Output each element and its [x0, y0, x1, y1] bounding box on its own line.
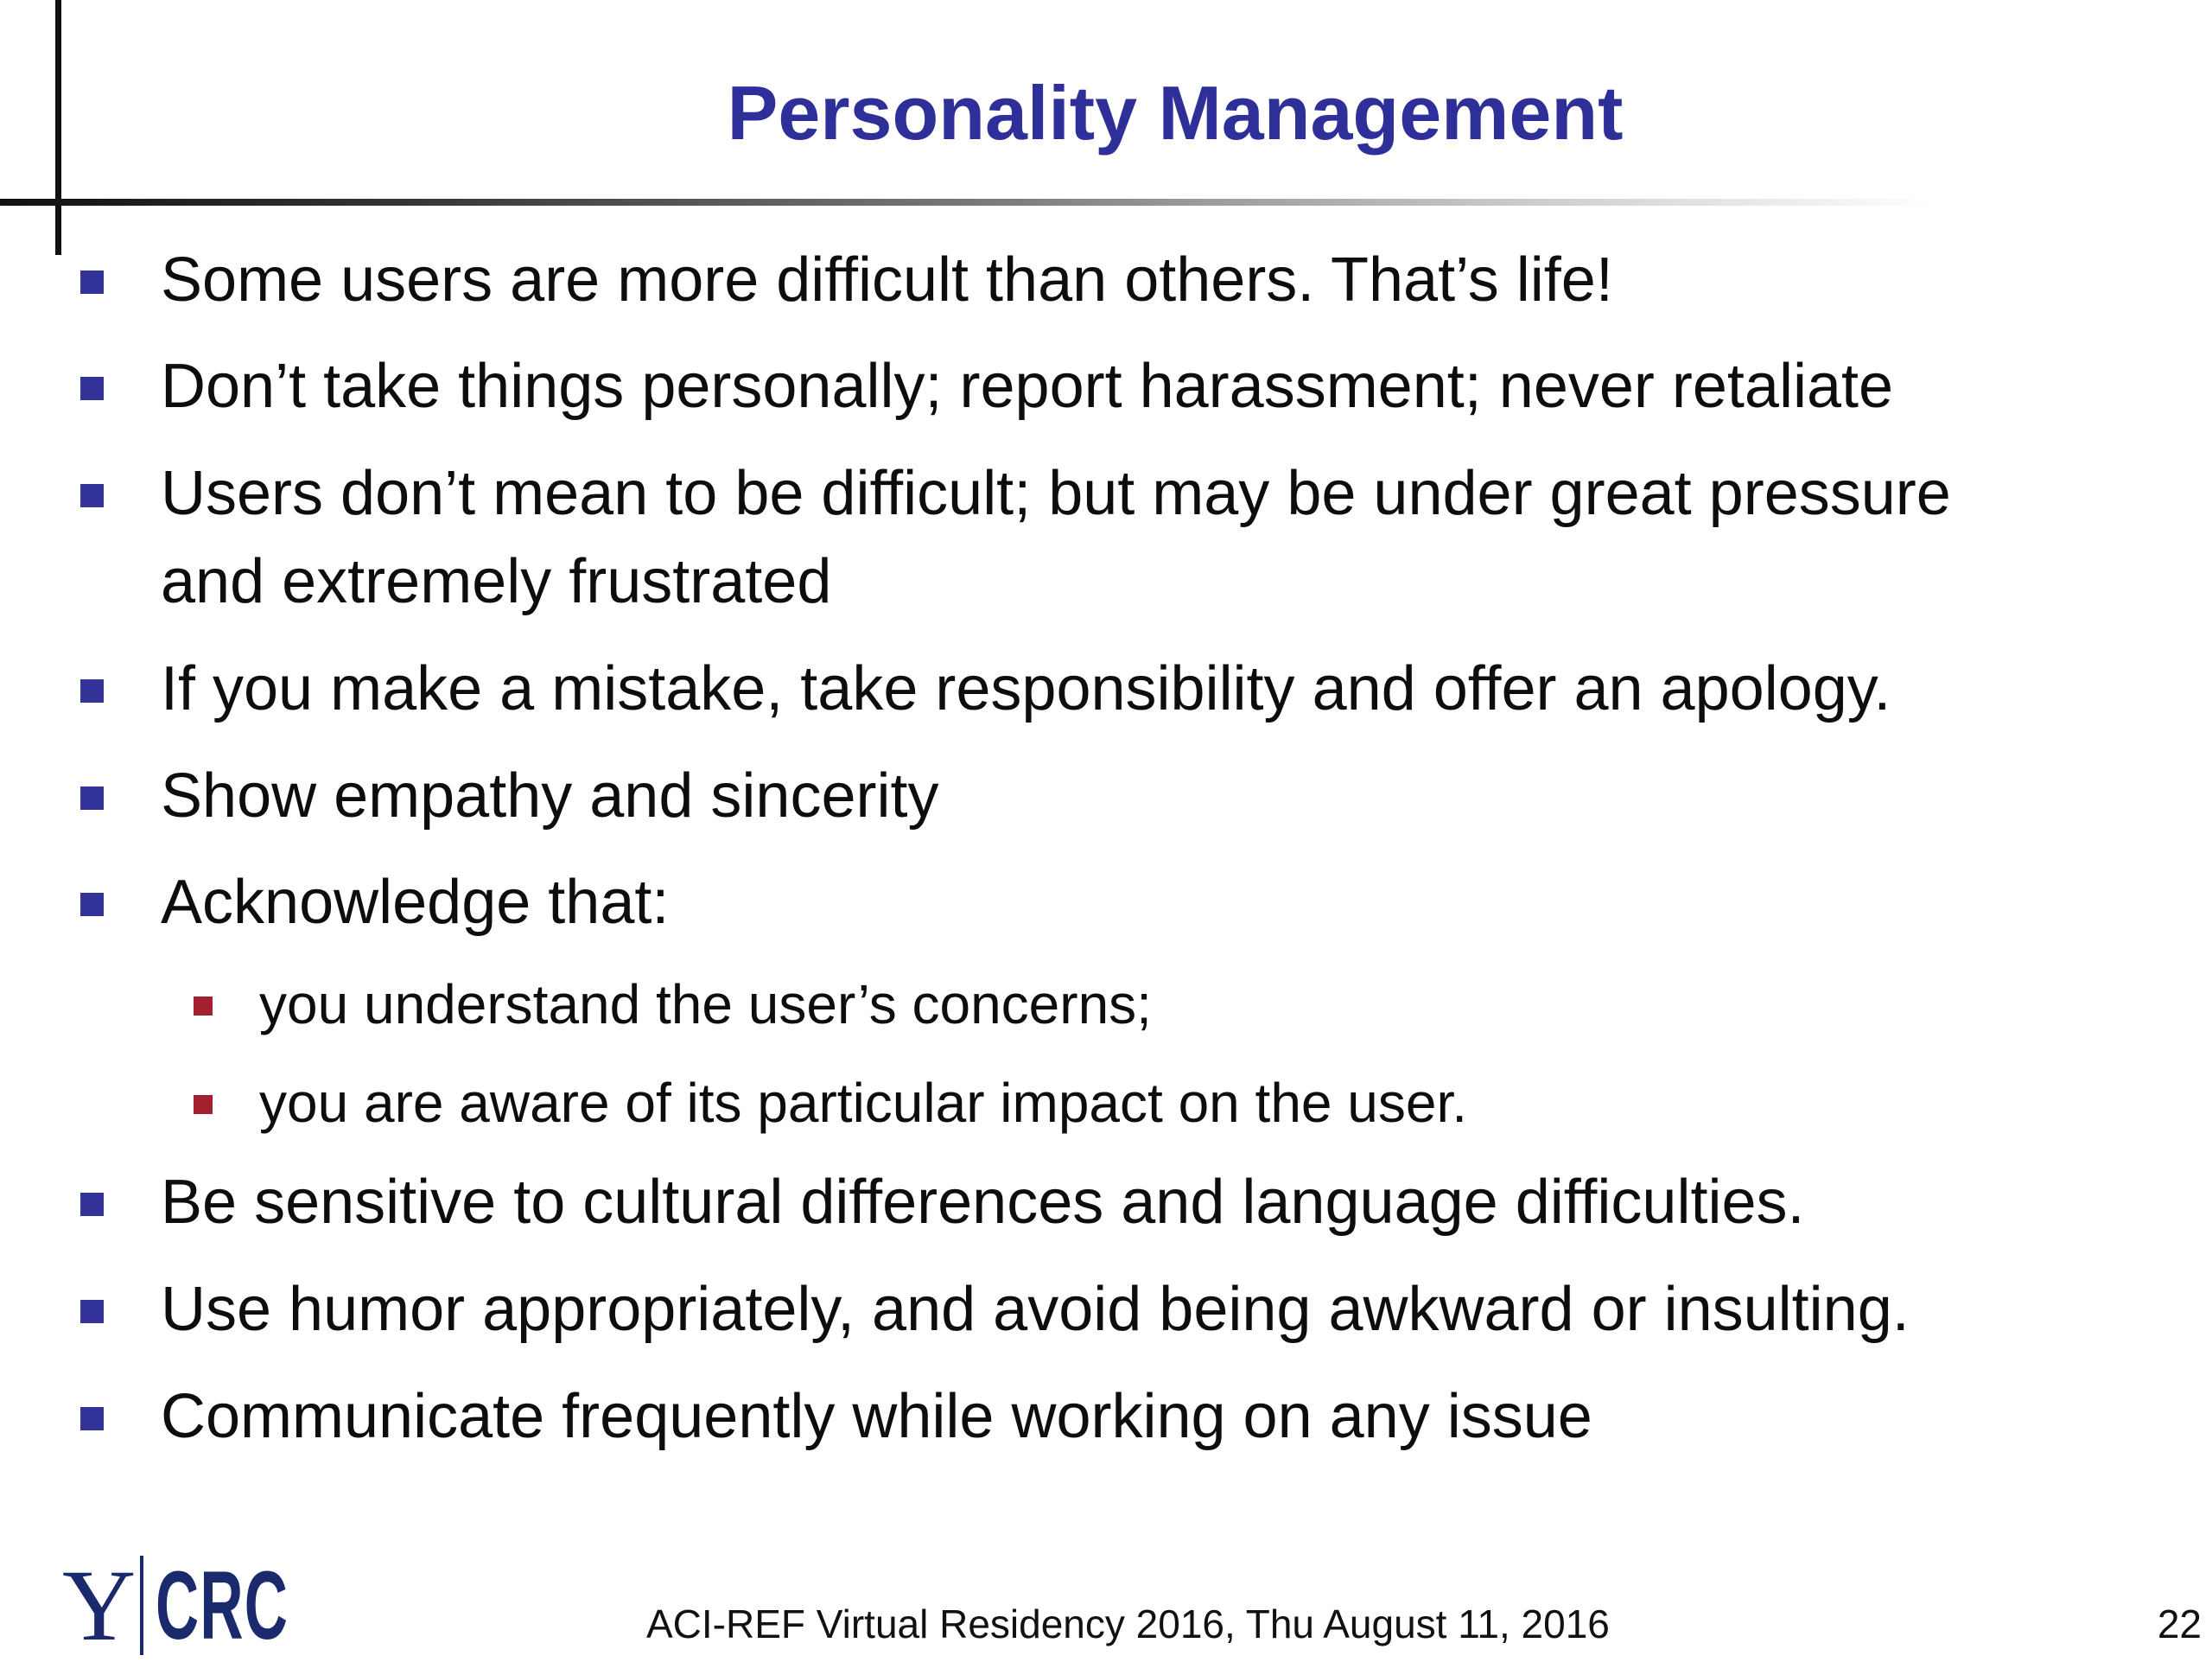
- bullet-item: [161, 645, 1891, 733]
- bullet-item: [161, 1265, 1910, 1353]
- bullet-item: [161, 342, 1893, 430]
- slide-title: Personality Management: [727, 70, 1624, 156]
- square-bullet-icon: [80, 1407, 104, 1430]
- square-bullet-icon: [80, 1193, 104, 1216]
- bullet-item: [161, 449, 1951, 538]
- logo-crc-text: CRC: [156, 1551, 289, 1659]
- bullet-item: [161, 236, 1613, 324]
- square-bullet-icon: [80, 484, 104, 507]
- bullet-text: Use humor appropriately, and avoid being awkward or insulting.: [161, 1275, 1910, 1344]
- page-number: 22: [2157, 1602, 2202, 1646]
- square-bullet-icon: [80, 271, 104, 294]
- square-bullet-icon: [80, 679, 104, 703]
- bullet-text: Users don’t mean to be difficult; but may be under great pressure: [161, 459, 1951, 528]
- square-bullet-icon: [80, 786, 104, 810]
- bullet-item: [161, 1158, 1805, 1246]
- square-sub-bullet-icon: [194, 1095, 213, 1114]
- bullet-text: Acknowledge that:: [161, 868, 670, 937]
- bullet-text: Show empathy and sincerity: [161, 761, 939, 831]
- bullet-text: Some users are more difficult than others. That’s life!: [161, 245, 1613, 315]
- bullet-text: Be sensitive to cultural differences and language difficulties.: [161, 1168, 1805, 1237]
- sub-bullet-item: [259, 1064, 1467, 1142]
- bullet-item: [161, 1372, 1592, 1461]
- bullet-item: [161, 752, 938, 840]
- square-bullet-icon: [80, 893, 104, 916]
- bullet-text: and extremely frustrated: [161, 547, 832, 616]
- bullet-item: [161, 858, 669, 946]
- bullet-continuation: [161, 538, 831, 626]
- bullet-text: Don’t take things personally; report harassment; never retaliate: [161, 352, 1894, 421]
- sub-bullet-text: you are aware of its particular impact on the user.: [259, 1072, 1468, 1134]
- logo-y-text: Y: [62, 1549, 137, 1662]
- footer-text: ACI-REF Virtual Residency 2016, Thu August 11, 2016: [646, 1602, 1610, 1646]
- logo-divider: [140, 1556, 143, 1655]
- sub-bullet-text: you understand the user’s concerns;: [259, 973, 1152, 1035]
- square-sub-bullet-icon: [194, 997, 213, 1016]
- bullet-text: If you make a mistake, take responsibility and offer an apology.: [161, 654, 1891, 723]
- square-bullet-icon: [80, 1300, 104, 1323]
- bullet-text: Communicate frequently while working on any issue: [161, 1382, 1592, 1451]
- sub-bullet-item: [259, 965, 1152, 1043]
- square-bullet-icon: [80, 377, 104, 400]
